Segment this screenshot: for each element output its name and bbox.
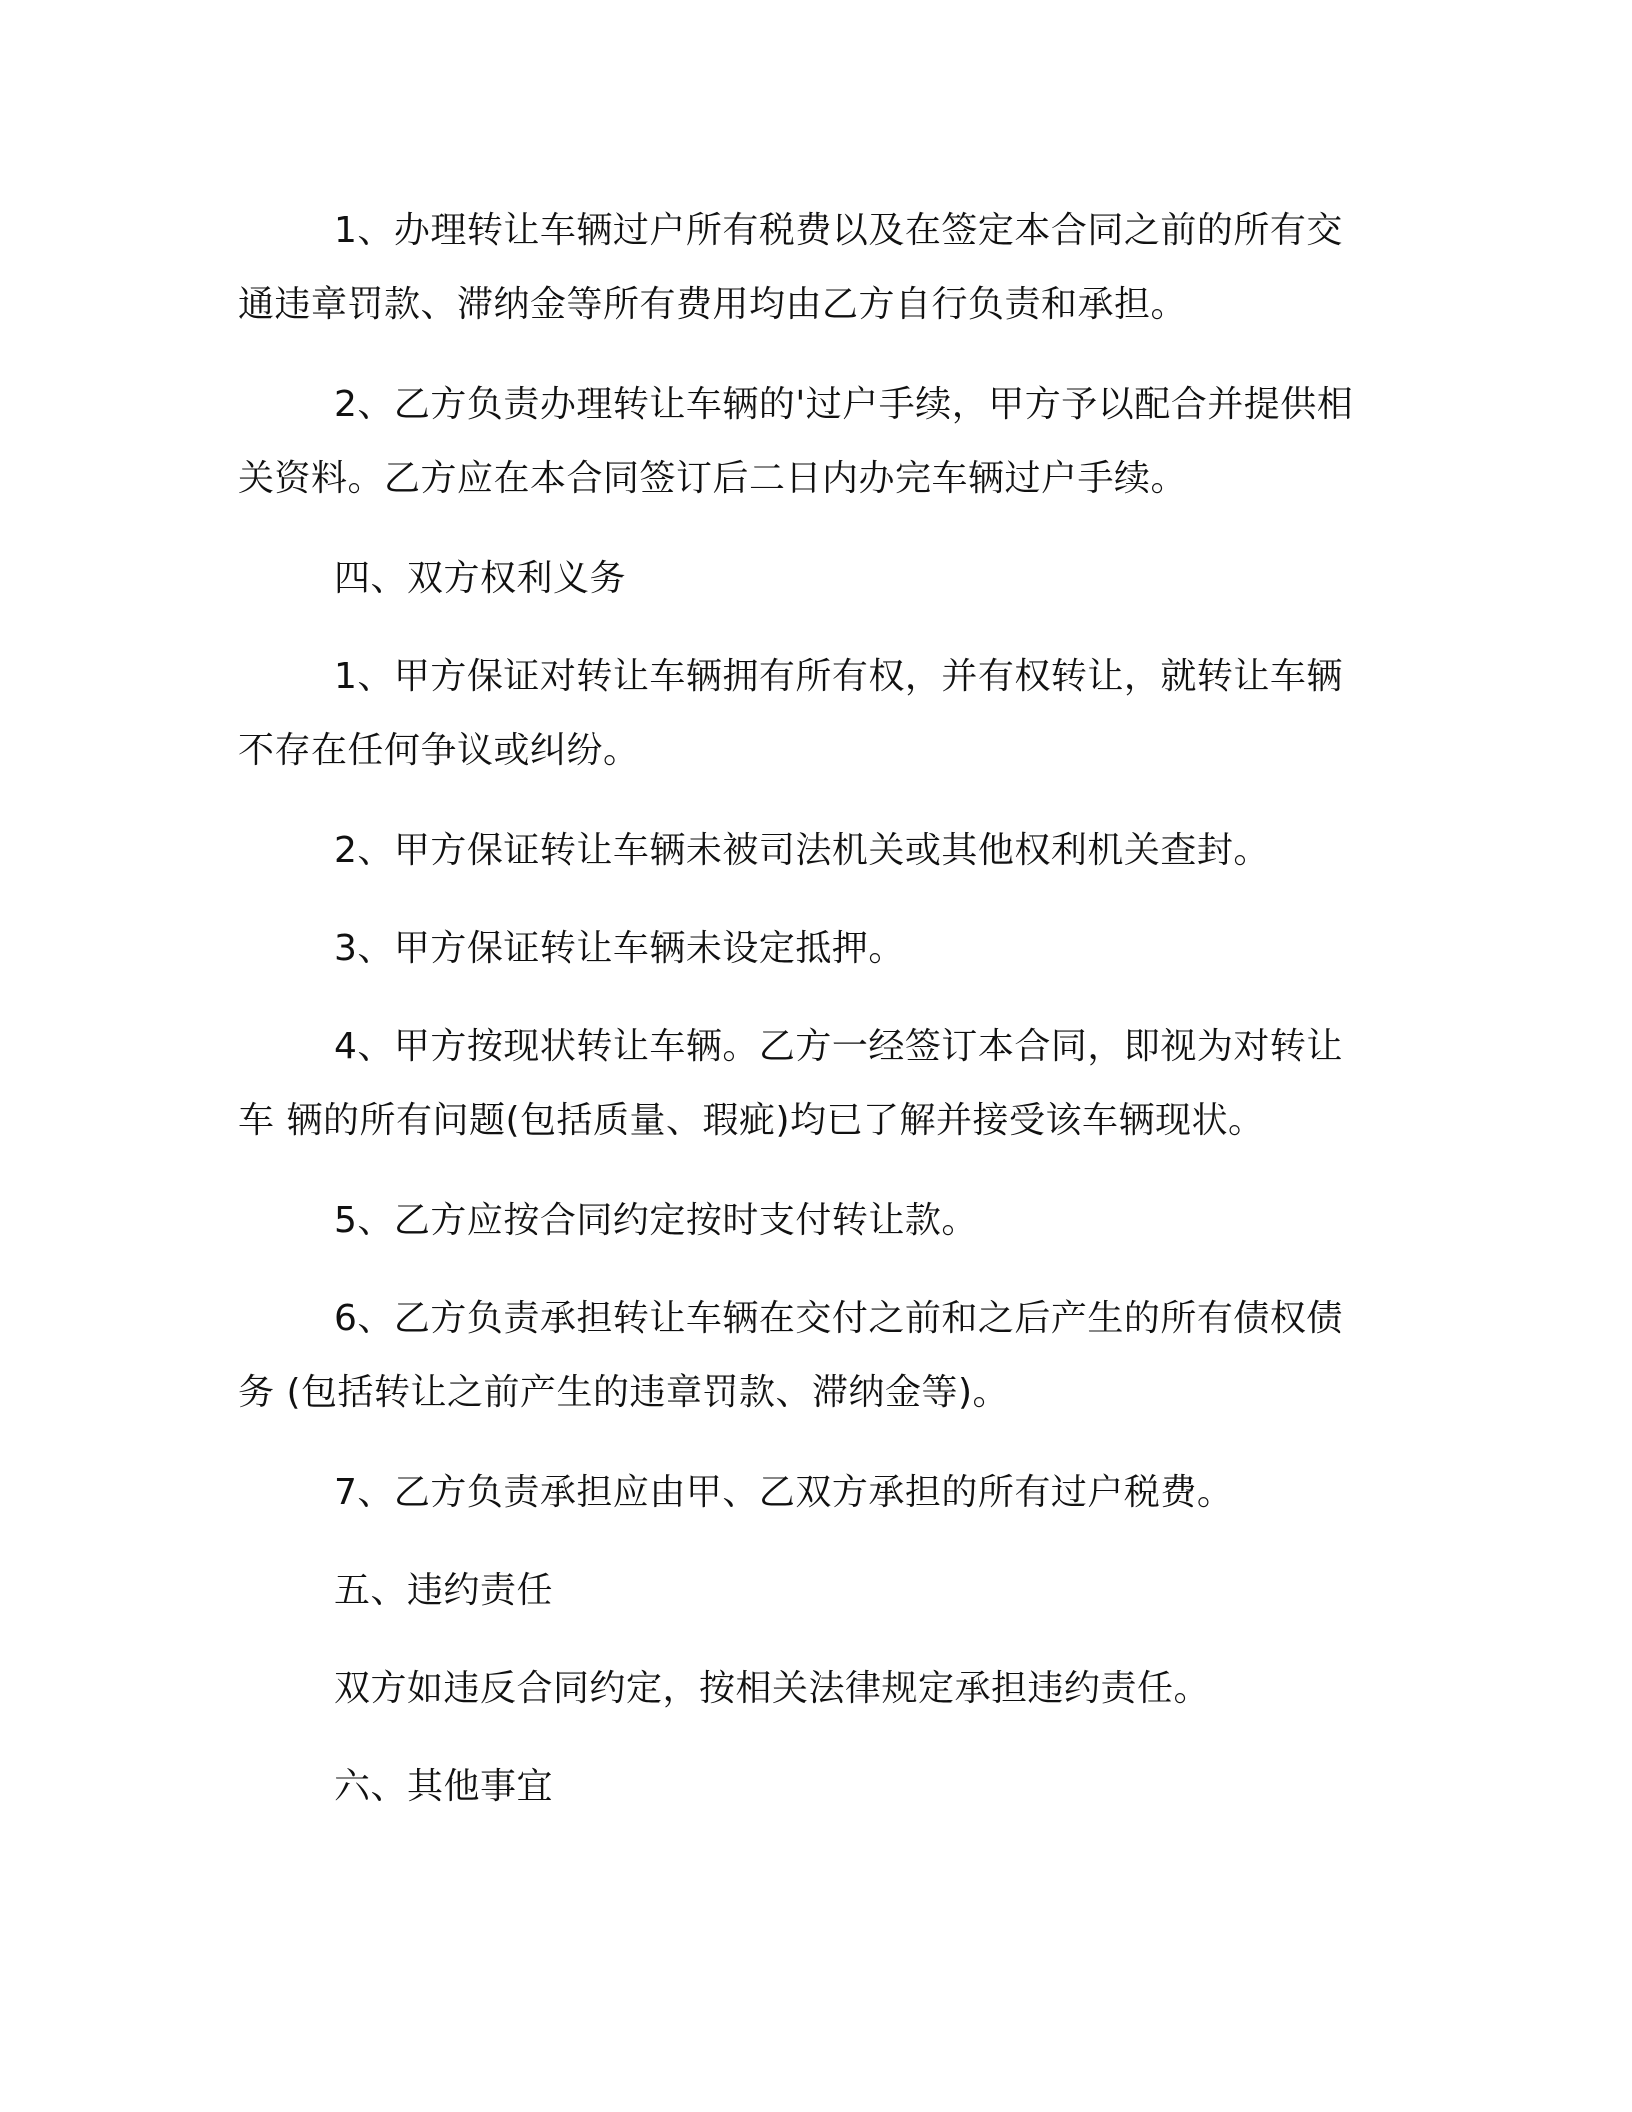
paragraph-transfer-taxes: 7、乙方负责承担应由甲、乙双方承担的所有过户税费。 [334, 1472, 1234, 1513]
section-heading-breach-liability: 五、违约责任 [334, 1570, 554, 1611]
section-heading-rights-obligations: 四、双方权利义务 [334, 558, 627, 599]
paragraph-breach-clause: 双方如违反合同约定，按相关法律规定承担违约责任。 [334, 1668, 1211, 1709]
document-body [238, 194, 1378, 1824]
paragraph-no-mortgage: 3、甲方保证转让车辆未设定抵押。 [334, 928, 905, 969]
paragraph-transfer-procedure: 2、乙方负责办理转让车辆的'过户手续，甲方予以配合并提供相关资料。乙方应在本合同签订后二日内办完车辆过户手续。 [238, 384, 1354, 499]
paragraph-tax-fees: 1、办理转让车辆过户所有税费以及在签定本合同之前的所有交通违章罚款、滞纳金等所有费用均由乙方自行负责和承担。 [238, 210, 1343, 325]
paragraph-as-is-transfer: 4、甲方按现状转让车辆。乙方一经签订本合同，即视为对转让车 辆的所有问题(包括质量、瑕疵)均已了解并接受该车辆现状。 [238, 1026, 1343, 1141]
paragraph-not-seized: 2、甲方保证转让车辆未被司法机关或其他权利机关查封。 [334, 830, 1270, 871]
section-heading-other-matters: 六、其他事宜 [334, 1766, 554, 1807]
paragraph-debts-liability: 6、乙方负责承担转让车辆在交付之前和之后产生的所有债权债务 (包括转让之前产生的违章罚款、滞纳金等)。 [238, 1298, 1343, 1413]
paragraph-payment-on-time: 5、乙方应按合同约定按时支付转让款。 [334, 1200, 978, 1241]
paragraph-ownership-guarantee: 1、甲方保证对转让车辆拥有所有权，并有权转让，就转让车辆不存在任何争议或纠纷。 [238, 656, 1343, 771]
